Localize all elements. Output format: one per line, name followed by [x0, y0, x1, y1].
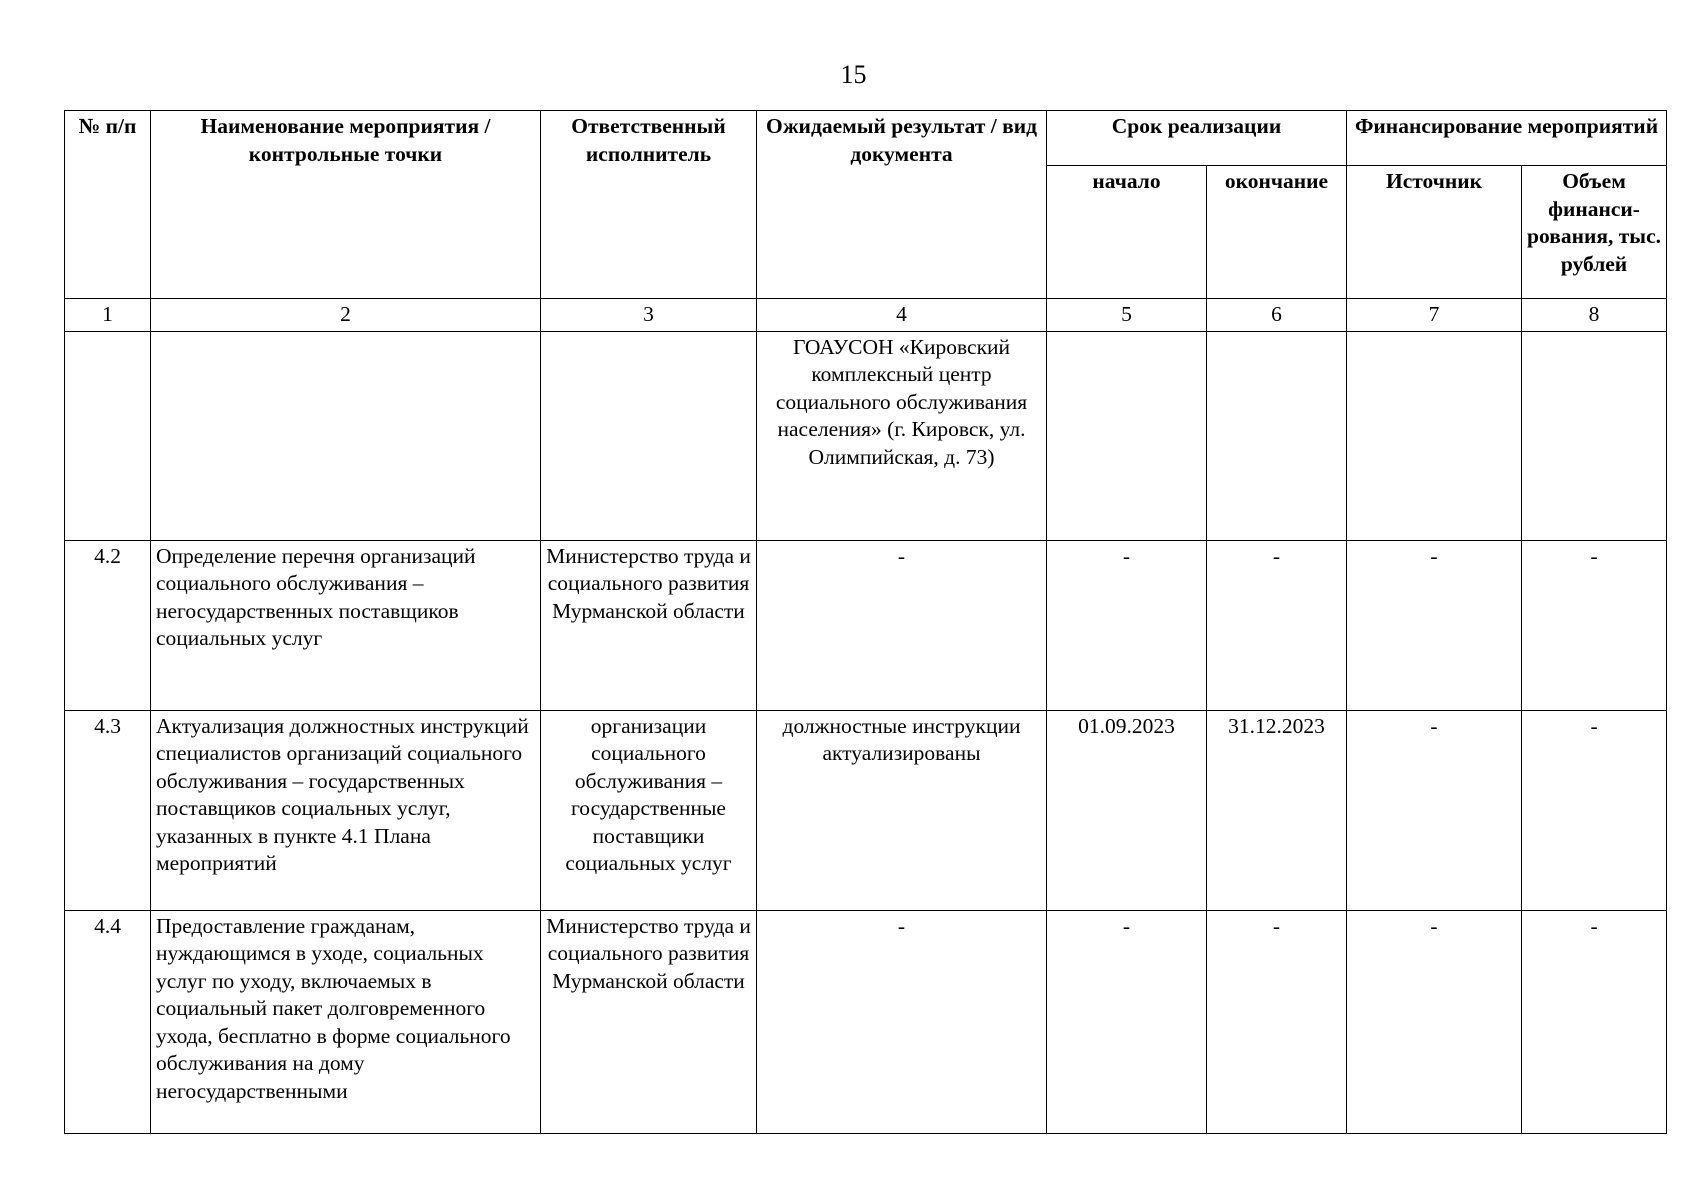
row-result: ГОАУСОН «Кировский комплексный центр социального обслуживания населения» (г. Кировск, ул. Олимпийская, д. 73): [757, 331, 1047, 540]
row-result: -: [757, 540, 1047, 710]
row-source: -: [1347, 540, 1522, 710]
row-name: Актуализация должностных инструкций специалистов организаций социального обслуживания – государственных поставщиков социальных услуг, указанных в пункте 4.1 Плана мероприятий: [151, 710, 541, 910]
row-num: [65, 331, 151, 540]
header-num: № п/п: [65, 111, 151, 299]
row-source: -: [1347, 710, 1522, 910]
activity-plan-table: [64, 110, 1667, 1134]
header-volume: Объем финанси-рования, тыс. рублей: [1522, 166, 1667, 299]
row-volume: [1522, 331, 1667, 540]
column-number: 2: [151, 299, 541, 332]
row-volume: -: [1522, 540, 1667, 710]
column-number: 6: [1207, 299, 1347, 332]
row-source: -: [1347, 910, 1522, 1133]
row-responsible: [541, 331, 757, 540]
row-num: 4.4: [65, 910, 151, 1133]
row-start: 01.09.2023: [1047, 710, 1207, 910]
row-num: 4.3: [65, 710, 151, 910]
column-number: 1: [65, 299, 151, 332]
row-result: -: [757, 910, 1047, 1133]
row-end: 31.12.2023: [1207, 710, 1347, 910]
row-end: -: [1207, 910, 1347, 1133]
row-volume: -: [1522, 710, 1667, 910]
row-name: Предоставление гражданам, нуждающимся в уходе, социальных услуг по уходу, включаемых в социальный пакет долговременного ухода, бесплатно в форме социального обслуживания на дому негосударственными: [151, 910, 541, 1133]
table-row: [65, 540, 1667, 710]
header-responsible: Ответственный исполнитель: [541, 111, 757, 299]
header-financing: Финансирование мероприятий: [1347, 111, 1667, 166]
header-result: Ожидаемый результат / вид документа: [757, 111, 1047, 299]
header-start: начало: [1047, 166, 1207, 299]
column-number: 3: [541, 299, 757, 332]
row-responsible: Министерство труда и социального развития Мурманской области: [541, 910, 757, 1133]
header-name: Наименование мероприятия / контрольные точки: [151, 111, 541, 299]
row-result: должностные инструкции актуализированы: [757, 710, 1047, 910]
table-row: [65, 331, 1667, 540]
header-period: Срок реализации: [1047, 111, 1347, 166]
column-number: 8: [1522, 299, 1667, 332]
column-number-row: [65, 299, 1667, 332]
row-start: [1047, 331, 1207, 540]
header-source: Источник: [1347, 166, 1522, 299]
column-number: 5: [1047, 299, 1207, 332]
row-name: Определение перечня организаций социального обслуживания – негосударственных поставщиков социальных услуг: [151, 540, 541, 710]
row-name: [151, 331, 541, 540]
row-num: 4.2: [65, 540, 151, 710]
column-number: 4: [757, 299, 1047, 332]
table-row: [65, 710, 1667, 910]
row-end: [1207, 331, 1347, 540]
row-responsible: Министерство труда и социального развития Мурманской области: [541, 540, 757, 710]
table-row: [65, 910, 1667, 1133]
row-end: -: [1207, 540, 1347, 710]
page-number: 15: [840, 60, 867, 89]
row-start: -: [1047, 910, 1207, 1133]
row-source: [1347, 331, 1522, 540]
row-responsible: организации социального обслуживания – государственные поставщики социальных услуг: [541, 710, 757, 910]
row-volume: -: [1522, 910, 1667, 1133]
header-end: окончание: [1207, 166, 1347, 299]
column-number: 7: [1347, 299, 1522, 332]
header-row-top: [65, 111, 1667, 166]
row-start: -: [1047, 540, 1207, 710]
